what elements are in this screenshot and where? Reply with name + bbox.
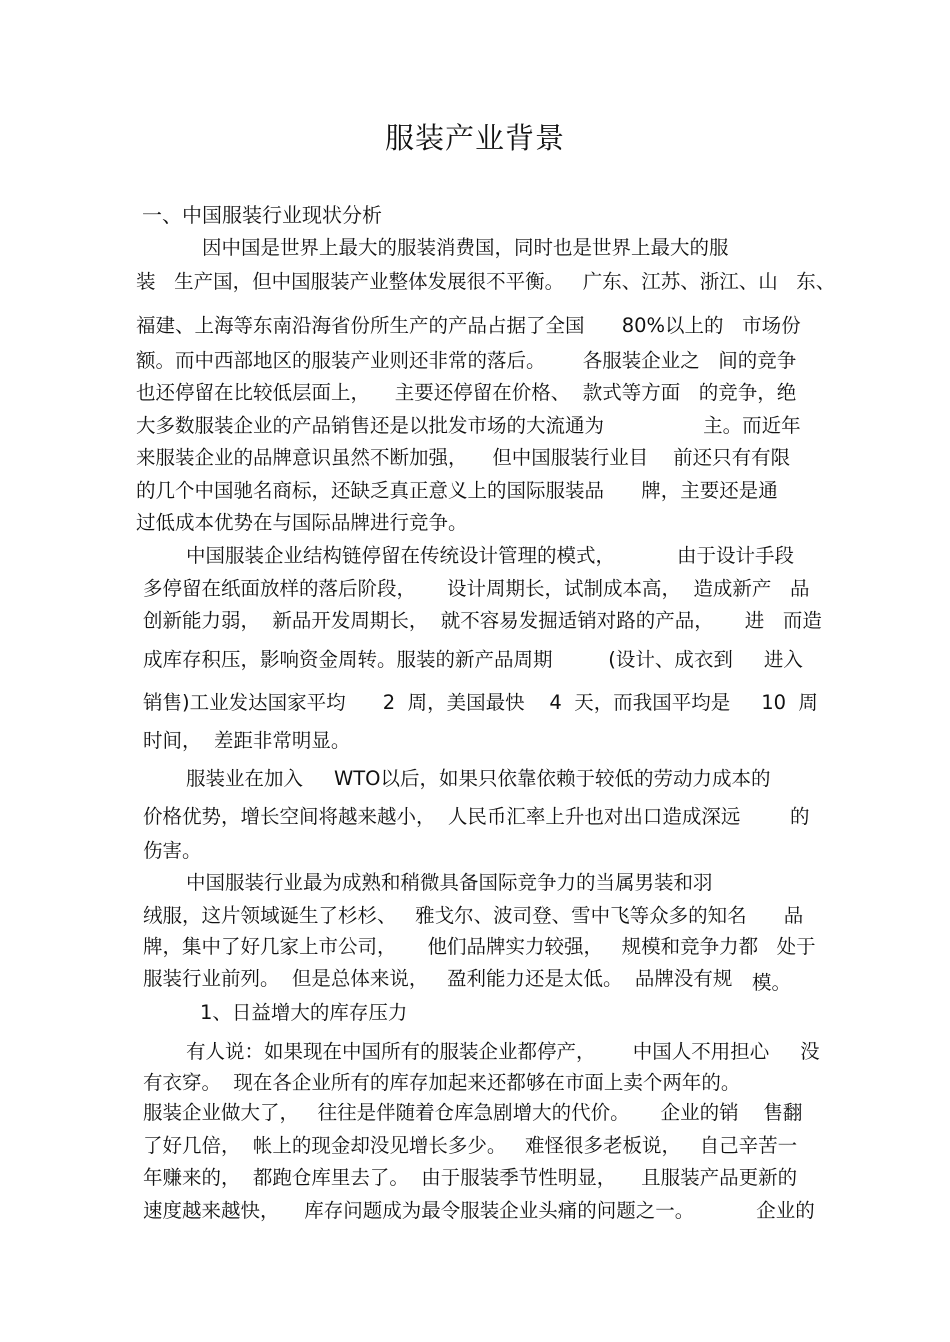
text-line: 来服装企业的品牌意识虽然不断加强， 但中国服装行业目 前还只有有限 [136, 446, 791, 469]
text-line: 中国服装行业最为成熟和稍微具备国际竞争力的当属男装和羽 [186, 871, 713, 894]
subsection-heading: 1、日益增大的库存压力 [200, 1001, 408, 1024]
text-line: 了好几倍， 帐上的现金却没见增长多少。 难怪很多老板说， 自己辛苦一 [143, 1134, 798, 1157]
text-line: 中国服装企业结构链停留在传统设计管理的模式， 由于设计手段 [186, 544, 794, 567]
text-line: 成库存积压，影响资金周转。服装的新产品周期 (设计、成衣到 进入 [143, 648, 803, 671]
text-line: 年赚来的， 都跑仓库里去了。 由于服装季节性明显， 且服装产品更新的 [143, 1166, 798, 1189]
text-line: 时间， 差距非常明显。 [143, 729, 351, 752]
text-line: 速度越来越快， 库存问题成为最令服装企业头痛的问题之一。 企业的 [143, 1199, 815, 1222]
text-line: 大多数服装企业的产品销售还是以批发市场的大流通为 主。而近年 [136, 414, 801, 437]
text-line: 服装企业做大了， 往往是伴随着仓库急剧增大的代价。 企业的销 售翻 [143, 1101, 803, 1124]
text-line: 牌，集中了好几家上市公司， 他们品牌实力较强， 规模和竞争力都 处于 [143, 935, 816, 958]
text-line: 服装行业前列。 但是总体来说， 盈利能力还是太低。 品牌没有规 [143, 967, 733, 990]
text-line: 有人说：如果现在中国所有的服装企业都停产， 中国人不用担心 没 [186, 1040, 820, 1063]
text-line: 福建、上海等东南沿海省份所生产的产品占据了全国 80%以上的 市场份 [136, 314, 801, 337]
text-line: 也还停留在比较低层面上， 主要还停留在价格、 款式等方面 的竞争，绝 [136, 381, 797, 404]
text-line: 销售)工业发达国家平均 2 周，美国最快 4 天，而我国平均是 10 周 [143, 691, 818, 714]
text-line: 有衣穿。 现在各企业所有的库存加起来还都够在市面上卖个两年的。 [143, 1071, 741, 1094]
text-line: 模。 [752, 971, 792, 994]
text-line: 伤害。 [143, 839, 202, 862]
text-line: 的几个中国驰名商标，还缺乏真正意义上的国际服装品 牌，主要还是通 [136, 479, 778, 502]
text-line: 服装业在加入 WTO以后，如果只依靠依赖于较低的劳动力成本的 [186, 767, 771, 790]
text-line: 过低成本优势在与国际品牌进行竞争。 [136, 511, 468, 534]
document-title: 服装产业背景 [384, 121, 565, 155]
text-line: 价格优势，增长空间将越来越小， 人民币汇率上升也对出口造成深远 的 [143, 805, 810, 828]
text-line: 因中国是世界上最大的服装消费国，同时也是世界上最大的服 [202, 236, 729, 259]
text-line: 装 生产国，但中国服装产业整体发展很不平衡。 广东、江苏、浙江、山 东、 [136, 270, 836, 293]
section-heading: 一、中国服装行业现状分析 [142, 203, 382, 227]
text-line: 额。而中西部地区的服装产业则还非常的落后。 各服装企业之 间的竞争 [136, 349, 797, 372]
text-line: 多停留在纸面放样的落后阶段， 设计周期长，试制成本高， 造成新产 品 [143, 577, 810, 600]
text-line: 创新能力弱， 新品开发周期长， 就不容易发掘适销对路的产品， 进 而造 [143, 609, 822, 632]
text-line: 绒服，这片领域诞生了杉杉、 雅戈尔、波司登、雪中飞等众多的知名 品 [143, 904, 804, 927]
